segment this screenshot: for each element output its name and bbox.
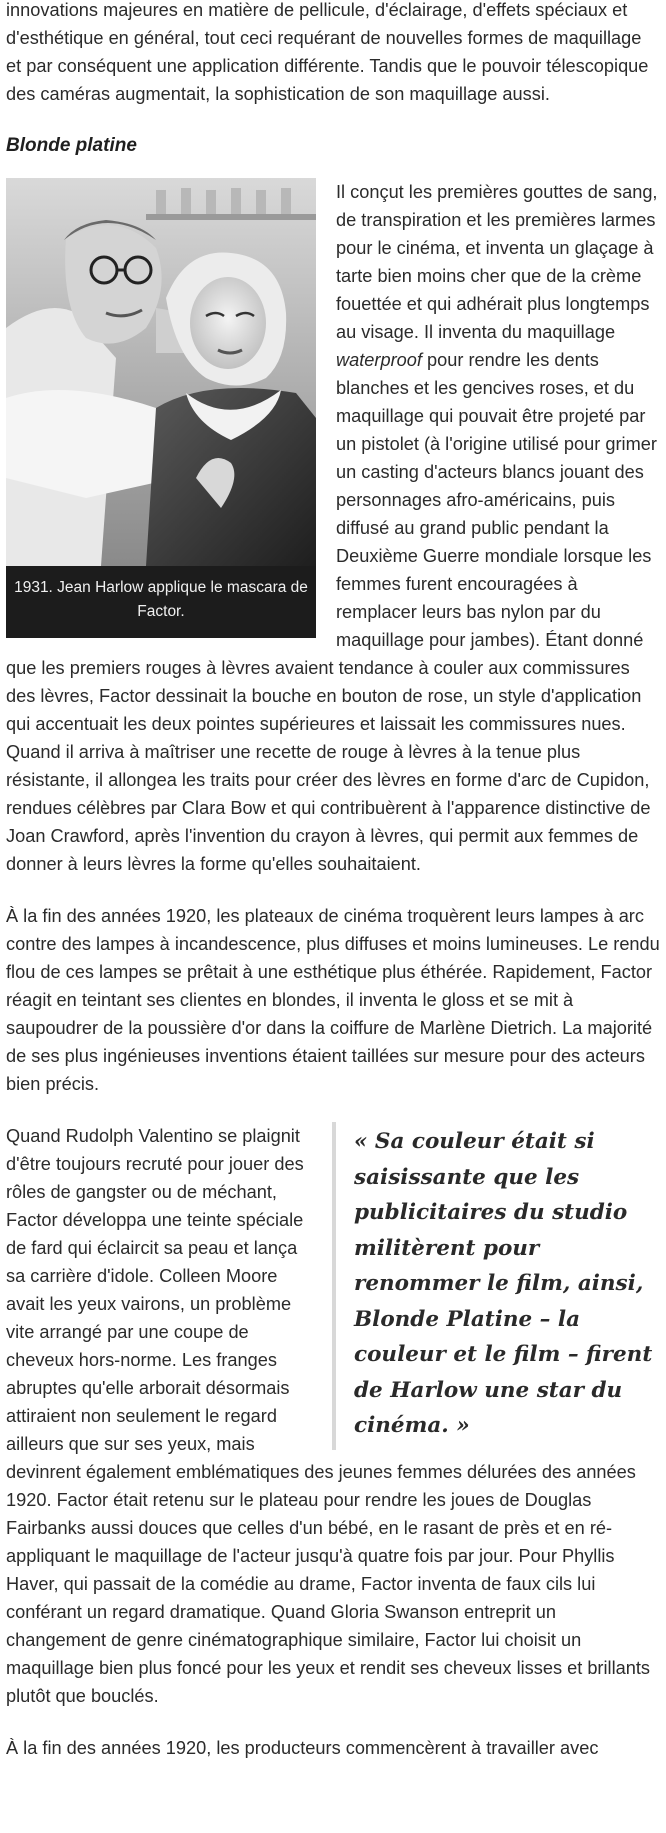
waterproof-italic: waterproof [336,350,422,370]
pull-quote: « Sa couleur était si saisissante que les publicitaires du studio militèrent pour renommer le film, ainsi, Blonde Platine – la couleur et le film – firent de Harlow une star du cinéma. » [332,1122,660,1450]
photo-image [6,178,316,566]
section-heading: Blonde platine [6,135,137,156]
paragraph-innovations-text-a: Il conçut les premières gouttes de sang, de transpiration et les premières larmes pour le cinéma, et inventa un glaçage à tarte bien moins cher que de la crème fouettée et qui adhérait plus longtemps au visage. Il inventa du maquillage [336,182,658,342]
paragraph-lighting: À la fin des années 1920, les plateaux de cinéma troquèrent leurs lampes à arc contre des lampes à incandescence, plus diffuses et moins lumineuses. Le rendu flou de ces lampes se prêtait à une esthétique plus éthérée. Rapidement, Factor réagit en teintant ses clientes en blondes, il inventa le gloss et se mit à saupoudrer de la poussière d'or dans la coiffure de Marlène Dietrich. La majorité de ses plus ingénieuses inventions étaient taillées sur mesure pour des acteurs bien précis. [6,906,660,1094]
photo-figure [6,178,316,638]
photo-caption: 1931. Jean Harlow applique le mascara de Factor. [6,566,316,638]
paragraph-producers: À la fin des années 1920, les producteurs commencèrent à travailler avec [6,1738,599,1758]
paragraph-actors: Quand Rudolph Valentino se plaignit d'être toujours recruté pour jouer des rôles de gangster ou de méchant, Factor développa une teinte spéciale de fard qui éclaircit sa peau et lança sa carrière d'idole. Colleen Moore avait les yeux vairons, un problème vite arrangé par une coupe de cheveux hors-norme. Les franges abruptes qu'elle arborait désormais attiraient non seulement le regard ailleurs que sur ses yeux, mais devinrent également emblématiques des jeunes femmes délurées des années 1920. Factor était retenu sur le plateau pour rendre les joues de Douglas Fairbanks aussi douces que celles d'un bébé, en le rasant de près et en ré-appliquant le maquillage de l'acteur jusqu'à quatre fois par jour. Pour Phyllis Haver, qui passait de la comédie au drame, Factor inventa de faux cils lui conférant un regard dramatique. Quand Gloria Swanson entreprit un changement de genre cinématographique similaire, Factor lui choisit un maquillage bien plus foncé pour les yeux et rendit ses cheveux lisses et brillants plutôt que bouclés. [6,1126,650,1706]
paragraph-innovations-text-b: pour rendre les dents blanches et les gencives roses, et du maquillage qui pouvait être projeté par un pistolet (à l'origine utilisé pour grimer un casting d'acteurs blancs jouant des personnages afro-américains, puis diffusé au grand public pendant la Deuxième Guerre mondiale lorsque les femmes furent encouragées à remplacer leurs bas nylon par du maquillage pour jambes). Étant donné que les premiers rouges à lèvres avaient tendance à couler aux commissures des lèvres, Factor dessinait la bouche en bouton de rose, un style d'application qui accentuait les deux pointes supérieures et laissait les commissures nues. Quand il arriva à maîtriser une recette de rouge à lèvres à la tenue plus résistante, il allongea les traits pour créer des lèvres en forme d'arc de Cupidon, rendues célèbres par Clara Bow et qui contribuèrent à l'apparence distinctive de Joan Crawford, après l'invention du crayon à lèvres, qui permit aux femmes de donner à leurs lèvres la forme qu'elles souhaitaient. [6,350,657,874]
paragraph-actors-block [6,1122,660,1710]
intro-paragraph: innovations majeures en matière de pellicule, d'éclairage, d'effets spéciaux et d'esthétique en général, tout ceci requérant de nouvelles formes de maquillage et par conséquent une application différente. Tandis que le pouvoir télescopique des caméras augmentait, la sophistication de son maquillage aussi. [6,0,649,104]
article-body [6,0,660,1762]
